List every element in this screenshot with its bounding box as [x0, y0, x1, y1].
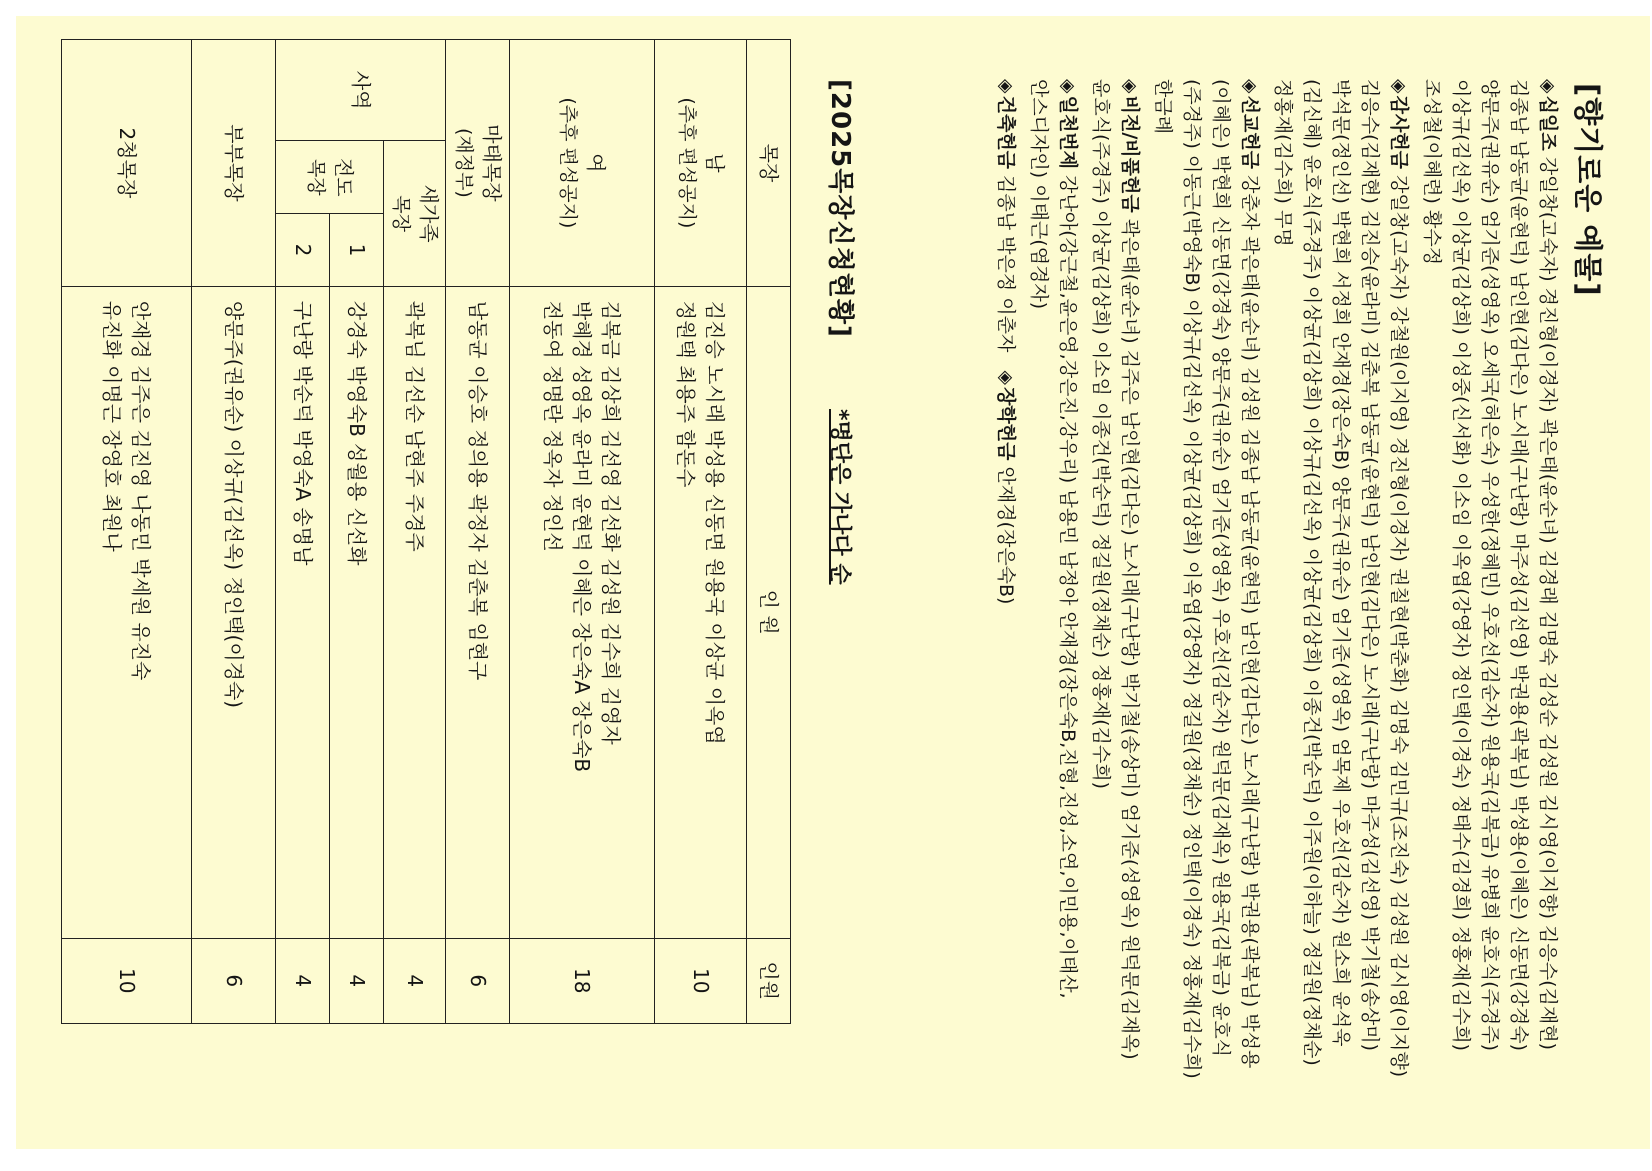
offering-entry-thanks: [1268, 79, 1413, 1089]
group-label-cell: [510, 40, 655, 287]
names-line: 유진화 이명근 장영호 최원나: [100, 300, 125, 552]
diamond-icon: ◈: [1388, 79, 1411, 94]
group-sublabel: 목장: [304, 158, 327, 196]
service-group-cell: 사역: [276, 40, 446, 141]
group-label: 남: [702, 153, 727, 173]
group-label-cell: 2청목장: [62, 40, 192, 287]
group-number-cell: 1: [330, 214, 384, 287]
table-row: [330, 40, 384, 1024]
offering-title: [향기로운 예물]: [1571, 83, 1605, 297]
group-label-cell: [384, 141, 446, 286]
entry-label: 선교헌금: [1239, 95, 1262, 170]
table-row: [384, 40, 446, 1024]
count-cell: 10: [655, 938, 747, 1024]
offering-entry-mission: [1148, 79, 1264, 1089]
group-label-cell: [446, 40, 510, 287]
entry-label: 일천번제: [1057, 95, 1080, 170]
group-label: 전도: [331, 157, 356, 197]
diamond-icon: ◈: [1239, 79, 1262, 94]
entry-text: 안재경(장은숙B): [995, 466, 1018, 605]
group-label-cell: [655, 40, 747, 287]
offering-section: [861, 79, 1641, 1089]
table-row: [655, 40, 747, 1024]
status-title: [2025목장신청현황]: [825, 79, 855, 338]
group-sublabel: 목장: [389, 195, 412, 232]
status-note: *명단은 가나다 순: [827, 409, 852, 585]
diamond-icon: ◈: [1119, 79, 1142, 94]
offering-entry-tithe: [1417, 79, 1562, 1089]
offering-entry-building: [991, 79, 1020, 1089]
group-label: 여: [584, 153, 609, 173]
entry-label: 비전/비품헌금: [1119, 95, 1142, 213]
table-row: [446, 40, 510, 1024]
table-header-row: [747, 40, 791, 1024]
count-cell: 10: [62, 938, 192, 1024]
table-row: [510, 40, 655, 1024]
group-label: 마태목장: [479, 124, 504, 202]
header-cell: 인 원: [747, 286, 791, 938]
names-line: 안재경 김주은 김진영 나동민 박세원 유진숙: [129, 300, 154, 681]
names-line: 전동여 정명란 정옥자 정인선: [541, 300, 566, 552]
entry-label: 십일조: [1537, 95, 1560, 151]
names-cell: 강경숙 박영숙B 성월용 신선화: [330, 286, 384, 938]
diamond-icon: ◈: [995, 370, 1018, 386]
count-cell: 4: [384, 938, 446, 1024]
diamond-icon: ◈: [1537, 79, 1560, 94]
document-page: [16, 16, 1650, 1149]
diamond-icon: ◈: [1057, 79, 1080, 94]
count-cell: 4: [330, 938, 384, 1024]
group-label: 새가족: [416, 184, 441, 243]
entry-text: 곽은태(윤순녀) 김주은 남인현(김다은) 노시래(구난랑) 박기철(송상미) 엄기준(성영옥) 원덕문(김재옥) 윤호식(주경주) 이상균(김상희) 이소임 이종건(박순덕) 정길원(정채순) 정홍재(김수희): [1090, 79, 1142, 1060]
names-cell: [510, 286, 655, 938]
entry-text: 강난아(강근철,윤은영,강은진,강우리) 남용민 남정아 안재경(장은숙B,진형,진성,소연,이민용,이태산,안스디자인) 이태근(염경자): [1028, 79, 1080, 999]
count-cell: 18: [510, 938, 655, 1024]
rotated-content: [41, 19, 1641, 1119]
entry-label: 건축헌금: [995, 95, 1018, 170]
cell-group-table: [61, 39, 791, 1024]
group-sublabel: (추후 편성공지): [557, 97, 580, 229]
offering-entry-thousand: [1024, 79, 1082, 1089]
names-line: 김진승 노시래 박성용 신동면 원용국 이상균 이옥엽: [703, 300, 728, 745]
entry-text: 강일창(고숙자) 경진형(이경자) 곽은태(윤순녀) 김경래 김명숙 김성순 김성원 김시영(이지향) 김응수(김재현) 김종남 남동균(윤현덕) 남인현(김다은) 노시래(구난랑) 마주성(김선영) 박권용(곽복님) 박성용(이혜은) 신동면(강경숙) 양문주(권유순) 엄기준(성영옥) 오세국(허은숙) 우성한(정혜민) 우호선(김순자) 원용국(김복금) 유병희 윤호식(주경주) 이상규(김선옥) 이상균(김상희) 이성중(신서화) 이소임 이옥엽(강영자) 정인택(이경숙) 정태수(김경희) 정홍재(김수희) 조성철(이혜련) 황수정: [1421, 79, 1560, 1051]
entry-text: 강일창(고숙자) 강철원(이지영) 경진형(이경자) 권칠현(박춘화) 김명숙 김민규(조진숙) 김성원 김시영(이지향) 김응수(김재현) 김진승(윤라미) 김춘복 남동균(윤현덕) 남인현(김다은) 노시래(구난랑) 마주성(김선영) 박기철(송상미) 박석문(정인선) 박현희 서정희 안재경(장은숙B) 양문주(권유순) 엄기준(성영옥) 엄목제 우호선(김순자) 원소희 윤석욱(김신혜) 윤호식(주경주) 이상균(김상희) 이상규(김선옥) 이상균(김상희) 이종건(박순덕) 이주원(이하늘) 정길원(정채순) 정홍재(김수희) 무명: [1272, 79, 1411, 1078]
names-cell: 양문주(권유순) 이상규(김선옥) 정인택(이경숙): [192, 286, 276, 938]
diamond-icon: ◈: [995, 79, 1018, 94]
table-row: [62, 40, 192, 1024]
names-cell: [62, 286, 192, 938]
header-cell: 인원: [747, 938, 791, 1024]
group-sublabel: (추후 편성공지): [675, 97, 698, 229]
names-line: 박혜경 성영옥 윤라미 윤현덕 이혜은 장은숙A 장은숙B: [570, 300, 595, 773]
names-cell: 남동균 이승호 정의용 곽정자 김춘복 임현구: [446, 286, 510, 938]
entry-label: 장학헌금: [995, 387, 1018, 461]
group-number-cell: 2: [276, 214, 330, 287]
group-label-cell: [276, 141, 384, 214]
names-cell: [655, 286, 747, 938]
group-label-cell: 부부목장: [192, 40, 276, 287]
count-cell: 6: [446, 938, 510, 1024]
names-line: 김복금 김상희 김선영 김선화 김성원 김수희 김영자: [599, 300, 624, 745]
count-cell: 6: [192, 938, 276, 1024]
entry-label: 감사헌금: [1388, 95, 1411, 170]
entry-text: 김종남 박은정 이춘자: [995, 175, 1018, 353]
offering-entry-vision: [1086, 79, 1144, 1089]
entry-text: 강춘자 곽은태(윤순녀) 김성원 김종남 남동균(윤현덕) 남인현(김다은) 노시래(구난랑) 박권용(곽복님) 박성용(이혜은) 박현희 신동면(강경숙) 양문주(권유순) 엄기준(성영옥) 우호선(김순자) 원덕문(김재옥) 원용국(김복금) 윤호식(주경주) 이동근(박영숙B) 이상규(김선옥) 이상균(김상희) 이옥엽(강영자) 정길원(정채순) 정인택(이경숙) 정홍재(김수희) 한금례: [1152, 79, 1262, 1079]
header-cell: 목장: [747, 40, 791, 287]
count-cell: 4: [276, 938, 330, 1024]
names-cell: 구난랑 박순덕 박영숙A 송명남: [276, 286, 330, 938]
group-sublabel: (재정부): [452, 127, 475, 198]
names-line: 정원택 최용주 함돈수: [674, 300, 699, 488]
table-row: [192, 40, 276, 1024]
names-cell: 곽복님 김선순 남현주 주경주: [384, 286, 446, 938]
